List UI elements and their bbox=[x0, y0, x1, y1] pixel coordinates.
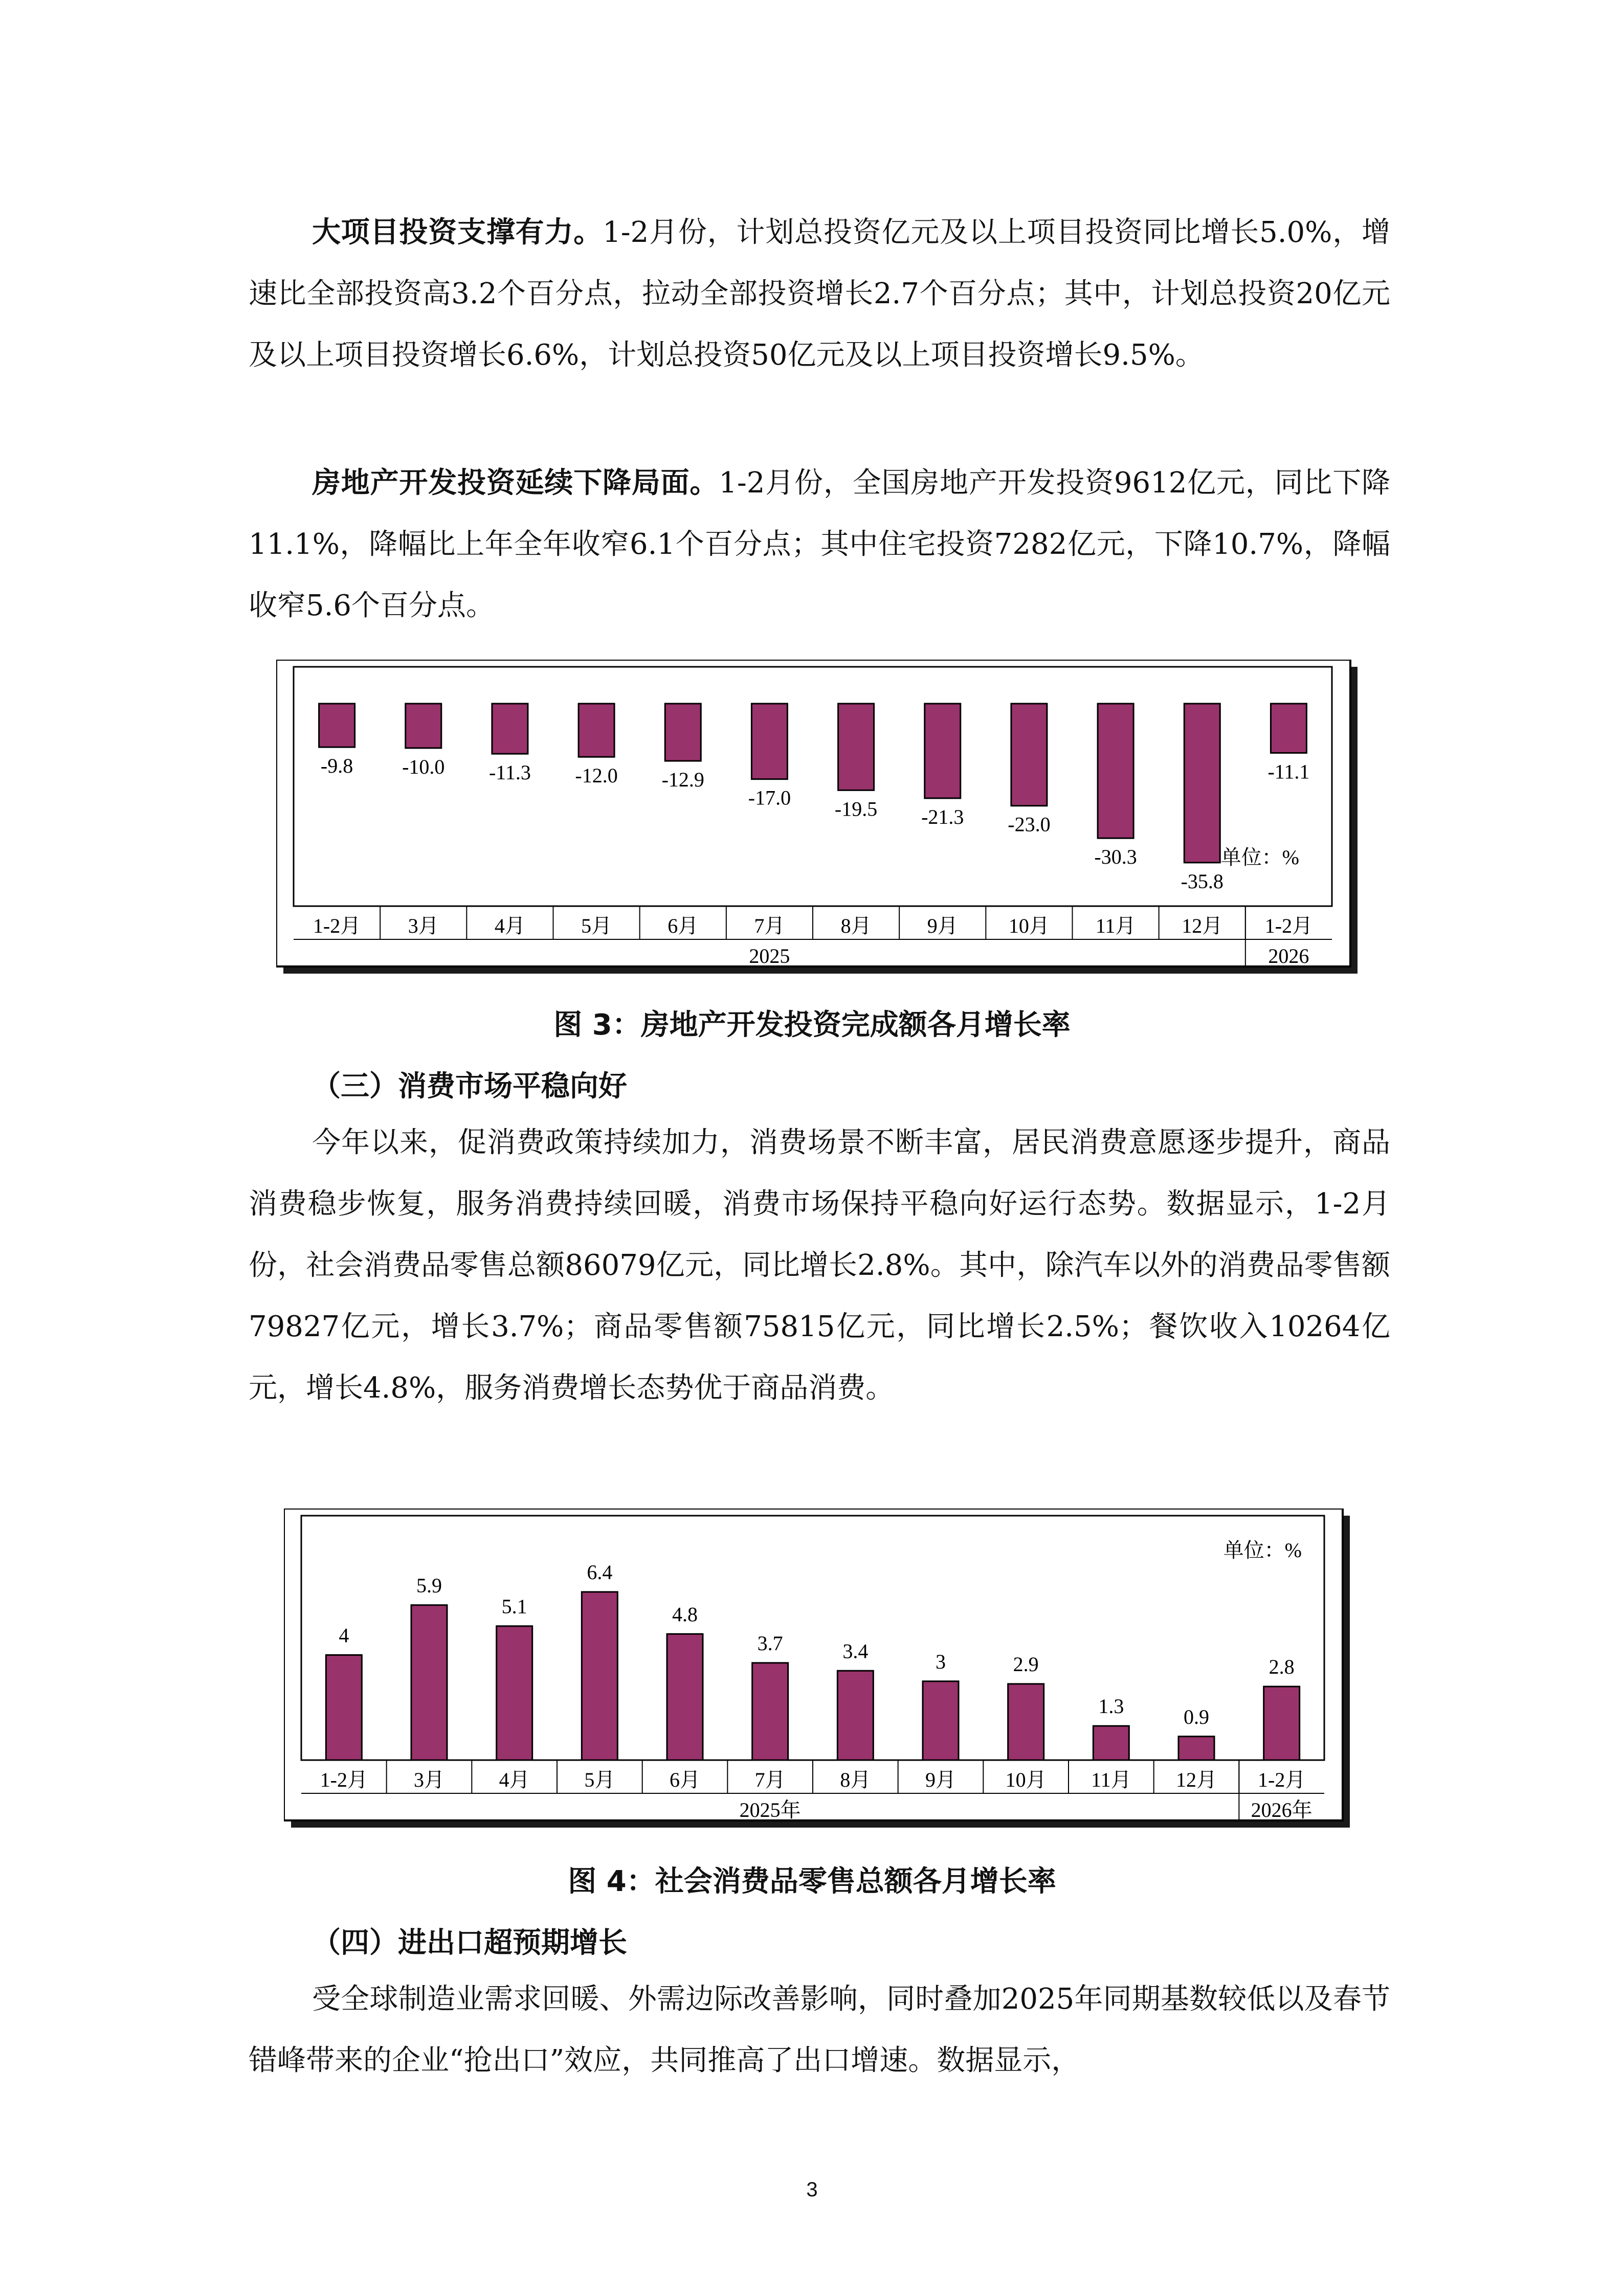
bar bbox=[492, 704, 528, 754]
data-label: 6.4 bbox=[587, 1561, 613, 1584]
bar bbox=[497, 1626, 532, 1760]
paragraph-text: 今年以来，促消费政策持续加力，消费场景不断丰富，居民消费意愿逐步提升，商品消费稳步恢复，服务消费持续回暖，消费市场保持平稳向好运行态势。数据显示，1-2月份，社会消费品零售总额86079亿元，同比增长2.8%。其中，除汽车以外的消费品零售额79827亿元，增长3.7%；商品零售额75815亿元，同比增长2.5%；餐饮收入10264亿元，增长4.8%，服务消费增长态势优于商品消费。 bbox=[249, 1126, 1390, 1405]
data-label: 2.8 bbox=[1269, 1655, 1295, 1679]
bar bbox=[1264, 1686, 1300, 1760]
category-label: 8月 bbox=[840, 1768, 871, 1791]
category-label: 9月 bbox=[925, 1768, 956, 1791]
data-label: -23.0 bbox=[1008, 813, 1051, 836]
year-group-label: 2025 bbox=[749, 944, 790, 967]
bar bbox=[1271, 704, 1306, 753]
paragraph-trade bbox=[249, 1969, 1390, 2091]
unit-label: 单位：% bbox=[1223, 1539, 1302, 1562]
category-label: 3月 bbox=[408, 914, 439, 937]
category-label: 10月 bbox=[1005, 1768, 1047, 1791]
category-label: 6月 bbox=[668, 914, 699, 937]
data-label: -10.0 bbox=[402, 755, 445, 778]
bar bbox=[1011, 704, 1047, 806]
bar bbox=[1093, 1726, 1129, 1760]
figure3-caption: 图 3：房地产开发投资完成额各月增长率 bbox=[553, 1008, 1071, 1042]
category-label: 9月 bbox=[927, 914, 958, 937]
category-label: 12月 bbox=[1176, 1768, 1217, 1791]
category-label: 7月 bbox=[754, 914, 785, 937]
bar bbox=[923, 1681, 959, 1760]
bar bbox=[1008, 1684, 1044, 1760]
data-label: -30.3 bbox=[1094, 845, 1137, 869]
category-label: 8月 bbox=[840, 914, 872, 937]
paragraph-text: 受全球制造业需求回暖、外需边际改善影响，同时叠加2025年同期基数较低以及春节错峰带来的企业“抢出口”效应，共同推高了出口增速。数据显示， bbox=[249, 1983, 1390, 2077]
page-number: 3 bbox=[806, 2178, 818, 2201]
paragraph-lead: 房地产开发投资延续下降局面。 bbox=[312, 466, 719, 500]
bar bbox=[925, 704, 961, 798]
data-label: -9.8 bbox=[320, 754, 353, 778]
bar bbox=[319, 704, 355, 747]
category-label: 11月 bbox=[1091, 1768, 1131, 1791]
category-label: 1-2月 bbox=[1258, 1768, 1306, 1791]
bar bbox=[579, 704, 614, 757]
bar bbox=[838, 704, 874, 790]
bar bbox=[752, 1663, 788, 1760]
category-label: 1-2月 bbox=[320, 1768, 368, 1791]
bar bbox=[1098, 704, 1133, 838]
category-label: 5月 bbox=[584, 1768, 615, 1791]
paragraph-real-estate bbox=[249, 453, 1390, 637]
data-label: 3.4 bbox=[842, 1639, 869, 1663]
bar bbox=[1178, 1737, 1214, 1760]
data-label: 0.9 bbox=[1184, 1705, 1209, 1728]
data-label: -11.1 bbox=[1267, 760, 1310, 783]
bar bbox=[582, 1592, 617, 1760]
bar bbox=[751, 704, 787, 779]
section-heading-trade: （四）进出口超预期增长 bbox=[312, 1926, 627, 1960]
bar bbox=[326, 1655, 362, 1760]
chart-real-estate-growth bbox=[276, 660, 1361, 977]
category-label: 6月 bbox=[670, 1768, 700, 1791]
data-label: 3.7 bbox=[757, 1631, 783, 1655]
data-label: 4 bbox=[339, 1624, 349, 1647]
section-heading-consumption: （三）消费市场平稳向好 bbox=[312, 1070, 627, 1103]
bar bbox=[406, 704, 441, 748]
figure4-caption: 图 4：社会消费品零售总额各月增长率 bbox=[568, 1865, 1056, 1898]
category-label: 5月 bbox=[581, 914, 612, 937]
data-label: -11.3 bbox=[488, 761, 531, 784]
data-label: -35.8 bbox=[1181, 869, 1223, 893]
data-label: 3 bbox=[936, 1650, 946, 1673]
category-label: 1-2月 bbox=[313, 914, 361, 937]
paragraph-lead: 大项目投资支撑有力。 bbox=[312, 216, 603, 249]
data-label: 2.9 bbox=[1013, 1652, 1039, 1676]
chart-retail-sales-growth bbox=[284, 1509, 1353, 1831]
category-label: 12月 bbox=[1182, 914, 1223, 937]
data-label: 1.3 bbox=[1098, 1695, 1124, 1718]
bar bbox=[665, 704, 701, 761]
bar bbox=[837, 1671, 873, 1760]
category-label: 11月 bbox=[1095, 914, 1136, 937]
category-label: 1-2月 bbox=[1264, 914, 1313, 937]
data-label: 5.1 bbox=[501, 1594, 527, 1618]
year-group-label: 2025年 bbox=[739, 1798, 801, 1821]
data-label: -19.5 bbox=[834, 797, 878, 821]
bar bbox=[411, 1605, 447, 1760]
category-label: 4月 bbox=[499, 1768, 530, 1791]
data-label: -21.3 bbox=[921, 805, 964, 828]
data-label: 5.9 bbox=[416, 1573, 442, 1597]
category-label: 4月 bbox=[494, 914, 525, 937]
category-label: 3月 bbox=[414, 1768, 444, 1791]
unit-label: 单位：% bbox=[1220, 846, 1299, 869]
year-group-label: 2026 bbox=[1268, 944, 1309, 967]
bar bbox=[1184, 704, 1220, 863]
data-label: -12.0 bbox=[575, 764, 618, 787]
bar bbox=[667, 1634, 703, 1760]
paragraph-large-projects bbox=[249, 202, 1390, 386]
category-label: 7月 bbox=[754, 1768, 786, 1791]
data-label: -17.0 bbox=[748, 786, 791, 809]
category-label: 10月 bbox=[1008, 914, 1050, 937]
year-group-label: 2026年 bbox=[1251, 1798, 1312, 1821]
data-label: -12.9 bbox=[661, 768, 704, 792]
paragraph-consumption bbox=[249, 1112, 1390, 1419]
data-label: 4.8 bbox=[672, 1603, 698, 1626]
paragraph-text: 1-2月份，全国房地产开发投资9612亿元，同比下降11.1%，降幅比上年全年收窄6.1个百分点；其中住宅投资7282亿元，下降10.7%，降幅收窄5.6个百分点。 bbox=[249, 466, 1391, 622]
paragraph-text: 1-2月份，计划总投资亿元及以上项目投资同比增长5.0%，增速比全部投资高3.2个百分点，拉动全部投资增长2.7个百分点；其中，计划总投资20亿元及以上项目投资增长6.6%，计划总投资50亿元及以上项目投资增长9.5%。 bbox=[249, 216, 1391, 372]
